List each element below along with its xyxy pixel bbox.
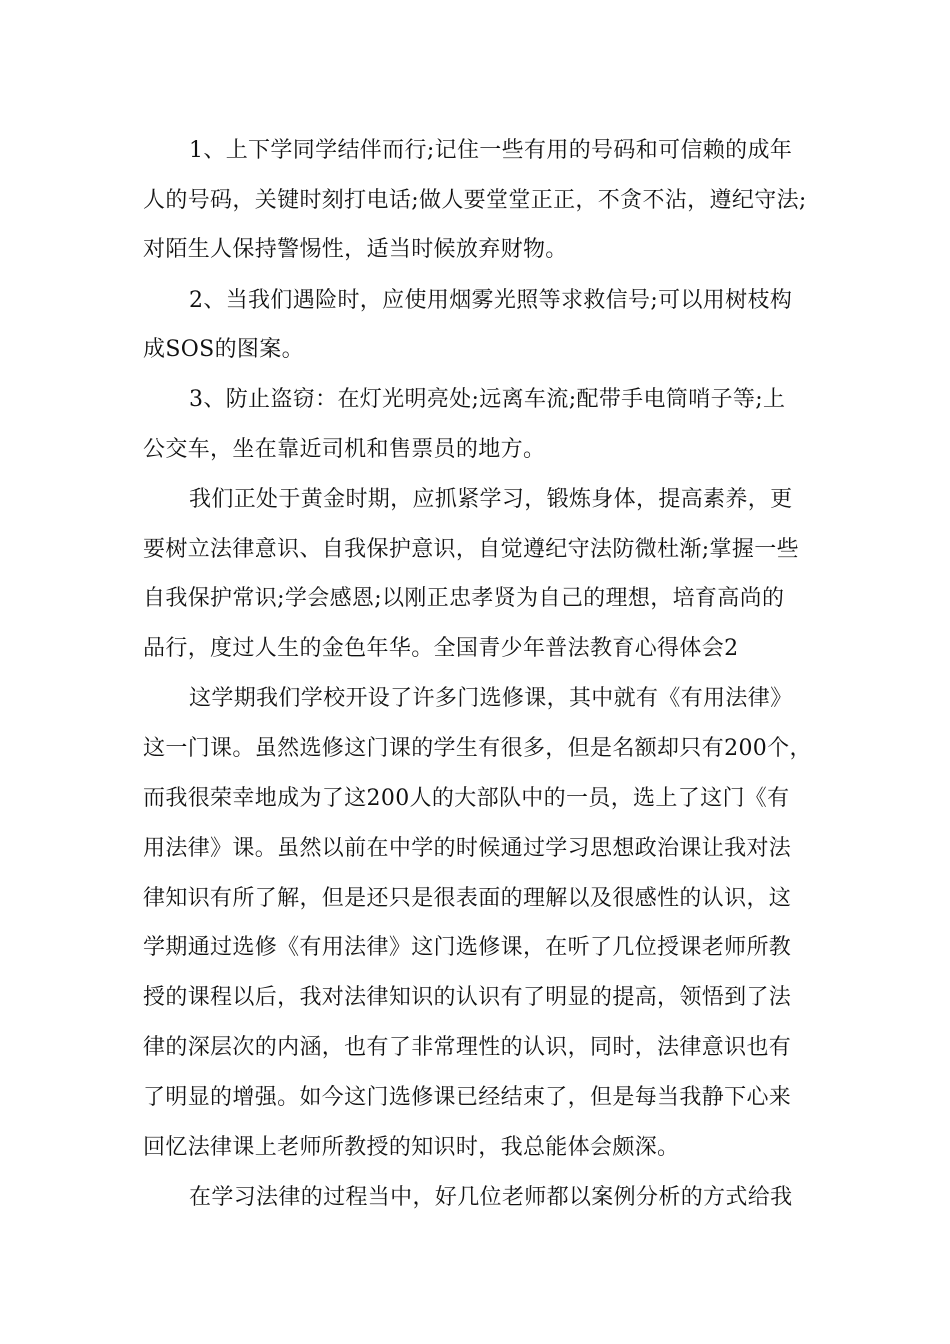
text-line: 这学期我们学校开设了许多门选修课，其中就有《有用法律》 [189, 686, 793, 711]
text-line: 在学习法律的过程当中，好几位老师都以案例分析的方式给我 [189, 1185, 793, 1210]
text-line: 学期通过选修《有用法律》这门选修课，在听了几位授课老师所教 [143, 935, 792, 960]
text-line: 律的深层次的内涵，也有了非常理性的认识，同时，法律意识也有 [143, 1035, 792, 1060]
text-line: 回忆法律课上老师所教授的知识时，我总能体会颇深。 [143, 1135, 680, 1160]
text-line: 人的号码，关键时刻打电话;做人要堂堂正正，不贪不沾，遵纪守法; [143, 188, 807, 213]
text-line: 3、防止盗窃：在灯光明亮处;远离车流;配带手电筒哨子等;上 [189, 387, 786, 412]
text-line: 1、上下学同学结伴而行;记住一些有用的号码和可信赖的成年 [189, 138, 793, 163]
text-line: 要树立法律意识、自我保护意识，自觉遵纪守法防微杜渐;掌握一些 [143, 537, 799, 562]
text-line: 了明显的增强。如今这门选修课已经结束了，但是每当我静下心来 [143, 1085, 792, 1110]
text-line: 2、当我们遇险时，应使用烟雾光照等求救信号;可以用树枝构 [189, 288, 793, 313]
text-line: 对陌生人保持警惕性，适当时候放弃财物。 [143, 237, 568, 262]
text-line: 授的课程以后，我对法律知识的认识有了明显的提高，领悟到了法 [143, 985, 792, 1010]
text-line: 律知识有所了解，但是还只是很表面的理解以及很感性的认识，这 [143, 886, 792, 911]
text-line: 自我保护常识;学会感恩;以刚正忠孝贤为自己的理想，培育高尚的 [143, 586, 785, 611]
text-line: 成SOS的图案。 [143, 337, 304, 362]
text-line: 用法律》课。虽然以前在中学的时候通过学习思想政治课让我对法 [143, 836, 792, 861]
text-line: 而我很荣幸地成为了这200人的大部队中的一员，选上了这门《有 [143, 786, 790, 811]
text-line: 这一门课。虽然选修这门课的学生有很多，但是名额却只有200个， [143, 736, 812, 761]
text-line: 品行，度过人生的金色年华。全国青少年普法教育心得体会2 [143, 636, 739, 661]
text-line: 我们正处于黄金时期，应抓紧学习，锻炼身体，提高素养，更 [189, 487, 793, 512]
text-line: 公交车，坐在靠近司机和售票员的地方。 [143, 437, 546, 462]
